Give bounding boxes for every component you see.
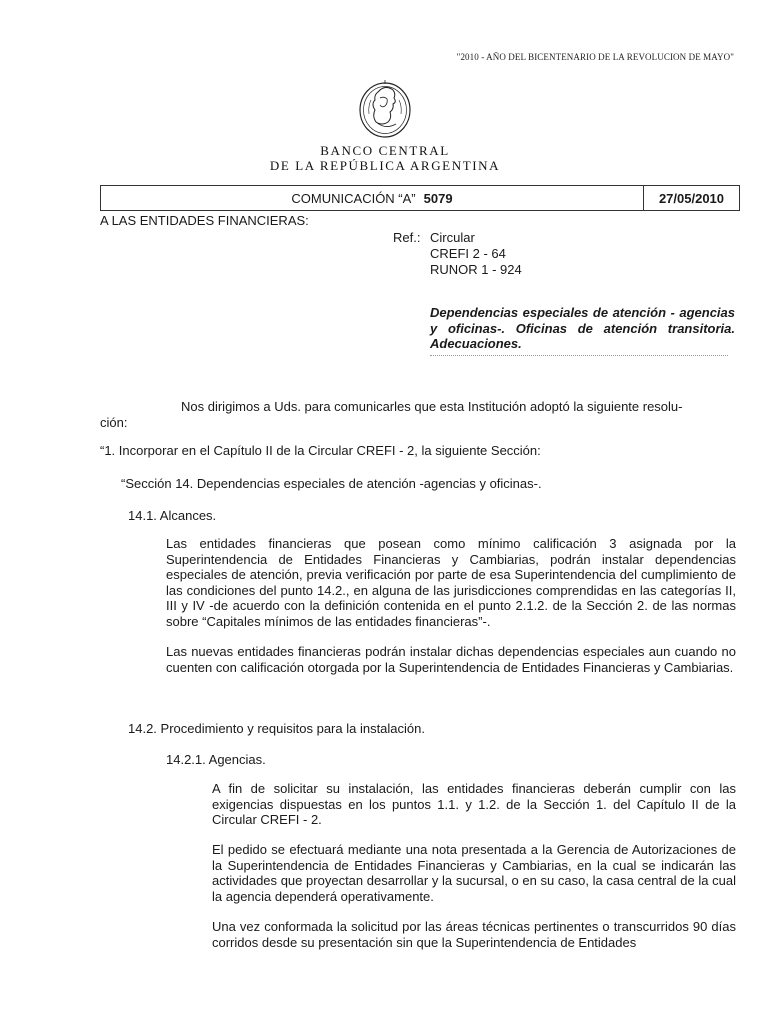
bank-name-line2: DE LA REPÚBLICA ARGENTINA xyxy=(269,158,501,173)
year-motto: "2010 - AÑO DEL BICENTENARIO DE LA REVOLUCION DE MAYO" xyxy=(456,52,734,62)
addressee: A LAS ENTIDADES FINANCIERAS: xyxy=(100,213,309,228)
communication-header-box xyxy=(100,185,740,211)
section-14-2-1-title: 14.2.1. Agencias. xyxy=(166,752,266,767)
communication-number: 5079 xyxy=(423,190,453,206)
communication-label: COMUNICACIÓN “A” xyxy=(291,190,416,206)
section-14-1-paragraph-1: Las entidades financieras que posean como mínimo calificación 3 asignada por la Superintendencia de Entidades Financieras y Cambiarias, podrán instalar dependencias especiales de atención, previa verificación por parte de esa Superintendencia del cumplimiento de las condiciones del punto 14.2., en alguna de las jurisdicciones comprendidas en las categorías II, III y IV -de acuerdo con la definición contenida en el punto 2.1.2. de la Sección 2. de las normas sobre “Capitales mínimos de las entidades financieras”-. xyxy=(166,536,736,629)
intro-line2: ción: xyxy=(100,415,128,430)
reference-line: RUNOR 1 - 924 xyxy=(430,262,522,277)
section-14-2-title: 14.2. Procedimiento y requisitos para la instalación. xyxy=(128,721,425,736)
section-14-title: “Sección 14. Dependencias especiales de atención -agencias y oficinas-. xyxy=(121,476,542,491)
reference-line: CREFI 2 - 64 xyxy=(430,246,506,261)
communication-date: 27/05/2010 xyxy=(658,190,725,206)
item-1: “1. Incorporar en el Capítulo II de la Circular CREFI - 2, la siguiente Sección: xyxy=(100,443,541,458)
section-14-2-1-paragraph-1: A fin de solicitar su instalación, las entidades financieras deberán cumplir con las exigencias dispuestas en los puntos 1.1. y 1.2. de la Sección 1. del Capítulo II de la Circular CREFI - 2. xyxy=(212,781,736,827)
subject: Dependencias especiales de atención - agencias y oficinas-. Oficinas de atención transitoria. Adecuaciones. xyxy=(430,305,735,351)
reference-label: Ref.: xyxy=(393,230,421,245)
reference-line: Circular xyxy=(430,230,475,245)
intro-line1: Nos dirigimos a Uds. para comunicarles que esta Institución adoptó la siguiente resolu- xyxy=(181,399,683,414)
section-14-1-title: 14.1. Alcances. xyxy=(128,508,217,523)
section-14-2-1-paragraph-3: Una vez conformada la solicitud por las áreas técnicas pertinentes o transcurridos 90 días corridos desde su presentación sin que la Superintendencia de Entidades xyxy=(212,919,736,950)
subject-divider xyxy=(430,355,728,356)
argentine-republic-seal-icon xyxy=(356,76,414,140)
section-14-1-paragraph-2: Las nuevas entidades financieras podrán instalar dichas dependencias especiales aun cuando no cuenten con calificación otorgada por la Superintendencia de Entidades Financieras y Cambiarias. xyxy=(166,644,736,675)
communication-label-cell xyxy=(101,186,644,210)
bank-name-line1: BANCO CENTRAL xyxy=(320,143,450,158)
section-14-2-1-paragraph-2: El pedido se efectuará mediante una nota presentada a la Gerencia de Autorizaciones de la Superintendencia de Entidades Financieras y Cambiarias, en la cual se indicarán las actividades que proyectan desarrollar y la sucursal, o en su caso, la casa central de la cual la agencia dependerá operativamente. xyxy=(212,842,736,904)
